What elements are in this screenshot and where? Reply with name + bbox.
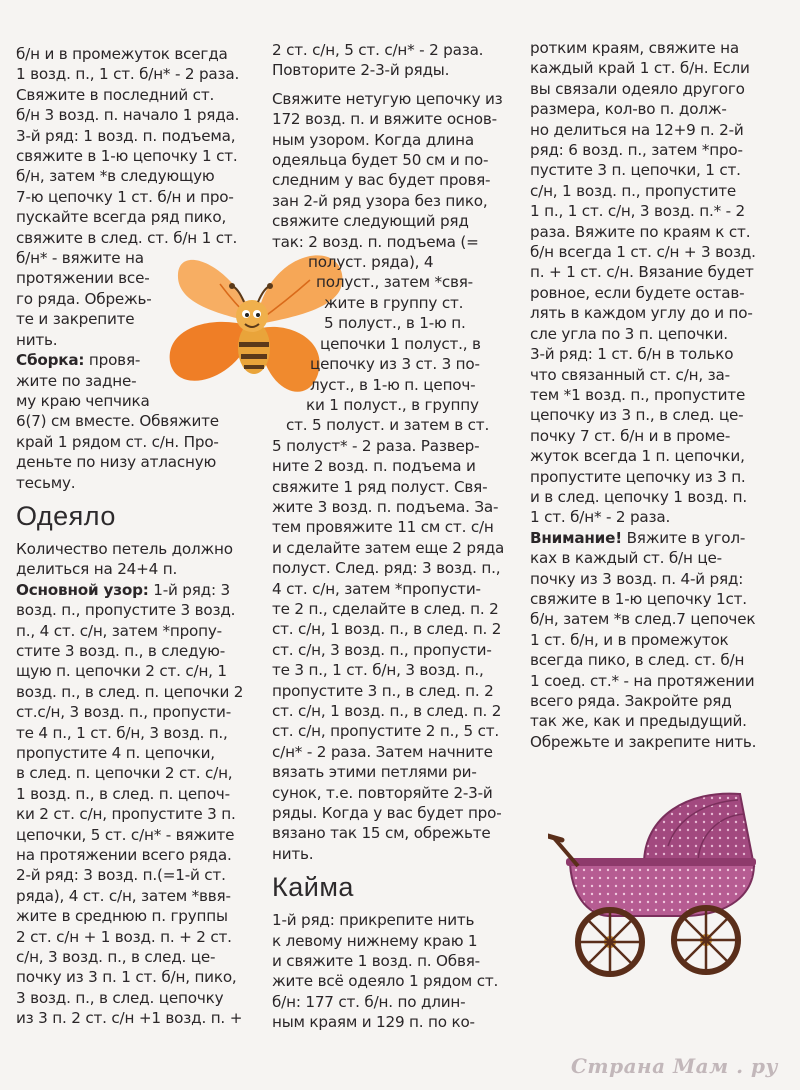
text-line: пропустите 4 п. цепочки, (16, 744, 215, 762)
text-line: 1 п., 1 ст. с/н, 3 возд. п.* - 2 (530, 202, 746, 221)
text-line: б/н и в промежуток всегда (16, 45, 228, 63)
text-line: ните 2 возд. п. подъема и (272, 457, 476, 476)
text-line: каждый край 1 ст. б/н. Если (530, 59, 750, 78)
attention-paragraph (530, 528, 788, 548)
text-line: почку из 3 возд. п. 4-й ряд: (530, 569, 744, 588)
text-line: ст.с/н, 3 возд. п., пропусти- (16, 703, 231, 722)
text-line: всего ряда. Закройте ряд (530, 692, 732, 710)
text-line: ст. с/н, пропустите 2 п., 5 ст. (272, 722, 499, 741)
text-line: 1 возд. п., 1 ст. б/н* - 2 раза. (16, 65, 240, 84)
text-line: и сделайте затем еще 2 ряда (272, 538, 505, 557)
text-line: 172 возд. п. и вяжите основ- (272, 110, 497, 129)
text-line: вязано так 15 см, обрежьте (272, 824, 491, 843)
text-line: жуток всегда 1 п. цепочки, (530, 447, 745, 466)
text-line: 1 возд. п., в след. п. цепоч- (16, 784, 230, 803)
text-line: возд. п., в след. п. цепочки 2 (16, 682, 244, 701)
text-line: б/н 3 возд. п. начало 1 ряда. (16, 106, 240, 125)
text-line: вы связали одеяло другого (530, 79, 745, 98)
text-line: му краю чепчика (16, 391, 150, 410)
text-line: цепочки 1 полуст., в (320, 334, 481, 353)
text-line: 2 ст. с/н, 5 ст. с/н* - 2 раза. (272, 41, 484, 59)
text-line: Количество петель должно (16, 539, 233, 558)
text-line: что связанный ст. с/н, за- (530, 365, 730, 384)
text-line: полуст. ряда), 4 (308, 253, 434, 272)
text-line: жите по задне- (16, 371, 137, 390)
section-heading-blanket: Одеяло (16, 500, 116, 531)
text-line: ки 2 ст. с/н, пропустите 3 п. (16, 805, 236, 824)
text-line: и в след. цепочку 1 возд. п. (530, 487, 748, 506)
text-line: свяжите в след. ст. б/н 1 ст. (16, 228, 238, 247)
text-line: пропустите цепочку из 3 п. (530, 467, 746, 486)
text-line: 2-й ряд: 3 возд. п.(=1-й ст. (16, 866, 226, 885)
text-line: полуст., затем *свя- (316, 273, 473, 292)
text-line: 3-й ряд: 1 ст. б/н в только (530, 345, 734, 364)
text-line: те 2 п., сделайте в след. п. 2 (272, 599, 499, 618)
text-run: провя- (84, 351, 141, 370)
text-line: Повторите 2-3-й ряды. (272, 61, 450, 80)
pattern-paragraph (16, 580, 268, 600)
text-line: цепочки, 5 ст. с/н* - вяжите (16, 825, 235, 844)
text-line: свяжите в 1-ю цепочку 1ст. (530, 589, 747, 608)
text-line: вязать этими петлями ри- (272, 763, 477, 782)
text-line: почку из 3 п. 1 ст. б/н, пико, (16, 968, 237, 987)
stroller-handle (548, 836, 578, 866)
text-line: ки 1 полуст., в группу (306, 395, 479, 414)
text-line: почку 7 ст. б/н и в проме- (530, 426, 731, 445)
pattern-label: Основной узор: (16, 580, 149, 599)
text-line: цепочку из 3 п., в след. це- (530, 406, 744, 425)
text-run: 1-й ряд: 3 (148, 580, 230, 599)
stroller-hood (644, 794, 754, 866)
text-line: б/н, затем *в следующую (16, 167, 215, 186)
text-line: 5 полуст* - 2 раза. Развер- (272, 436, 480, 455)
text-line: из 3 п. 2 ст. с/н +1 возд. п. + (16, 1009, 243, 1028)
column-3 (530, 38, 788, 752)
text-line: те 4 п., 1 ст. б/н, 3 возд. п., (16, 723, 228, 742)
text-line: тем провяжите 11 см ст. с/н (272, 518, 494, 537)
text-line: нить. (16, 330, 58, 349)
section-heading-border: Кайма (272, 872, 354, 903)
text-line: раза. Вяжите по краям к ст. (530, 222, 751, 241)
stroller-body (566, 858, 756, 916)
text-line: делиться на 24+4 п. (16, 560, 178, 579)
text-line: ным узором. Когда длина (272, 130, 475, 149)
text-line: ст. с/н, 1 возд. п., в след. п. 2 (272, 702, 502, 720)
text-line: 5 полуст., в 1-ю п. (324, 314, 466, 333)
text-line: жите в группу ст. (324, 293, 464, 312)
baby-stroller-illustration (548, 786, 758, 978)
text-line: так же, как и предыдущий. (530, 712, 747, 731)
text-line: лять в каждом углу до и по- (530, 304, 753, 323)
text-line: свяжите в 1-ю цепочку 1 ст. (16, 147, 238, 166)
text-line: те 3 п., 1 ст. б/н, 3 возд. п., (272, 661, 484, 680)
text-line: пустите 3 п. цепочки, 1 ст. (530, 161, 741, 180)
text-line: б/н, затем *в след.7 цепочек (530, 610, 756, 629)
text-run: Вяжите в угол- (621, 528, 746, 547)
text-line: 4 ст. с/н, затем *пропусти- (272, 579, 481, 598)
text-line: к левому нижнему краю 1 (272, 931, 478, 950)
stroller-wheel-left (578, 910, 642, 974)
text-line: тем *1 возд. п., пропустите (530, 385, 746, 404)
text-line: ряды. Когда у вас будет про- (272, 804, 502, 823)
text-line: б/н всегда 1 ст. с/н + 3 возд. (530, 243, 756, 262)
text-line: жите 3 возд. п. подъема. За- (272, 497, 499, 516)
column-1 (16, 44, 268, 1029)
text-line: 7-ю цепочку 1 ст. б/н и про- (16, 187, 234, 206)
text-line: протяжении все- (16, 269, 150, 288)
text-line: луст., в 1-ю п. цепоч- (310, 375, 476, 394)
text-line: следним у вас будет провя- (272, 171, 491, 190)
text-line: с/н, 1 возд. п., пропустите (530, 181, 737, 200)
text-line: б/н: 177 ст. б/н. по длин- (272, 992, 466, 1011)
text-line: ст. 5 полуст. и затем в ст. (286, 416, 490, 435)
text-line: цепочку из 3 ст. 3 по- (310, 355, 480, 374)
column-2 (272, 40, 508, 1033)
site-watermark: Страна Мам . ру (571, 1054, 778, 1078)
text-line: б/н* - вяжите на (16, 249, 144, 268)
text-line: 1 ст. б/н* - 2 раза. (530, 508, 671, 527)
text-line: с/н* - 2 раза. Затем начните (272, 742, 493, 761)
text-line: возд. п., пропустите 3 возд. (16, 601, 236, 620)
text-line: ст. с/н, 3 возд. п., пропусти- (272, 640, 492, 659)
text-line: 2 ст. с/н + 1 возд. п. + 2 ст. (16, 927, 232, 946)
text-line: в след. п. цепочки 2 ст. с/н, (16, 764, 233, 783)
text-line: деньте по низу атласную (16, 453, 217, 472)
text-line: 3-й ряд: 1 возд. п. подъема, (16, 126, 236, 145)
text-line: с/н, 3 возд. п., в след. це- (16, 948, 216, 967)
text-line: 1-й ряд: прикрепите нить (272, 911, 475, 930)
text-line: пускайте всегда ряд пико, (16, 208, 227, 227)
text-line: ротким краям, свяжите на (530, 39, 739, 57)
text-line: ровное, если будете остав- (530, 283, 745, 302)
text-line: Свяжите в последний ст. (16, 85, 215, 104)
text-line: всегда пико, в след. ст. б/н (530, 651, 745, 670)
text-line: ках в каждый ст. б/н це- (530, 549, 722, 568)
text-line: п., 4 ст. с/н, затем *пропу- (16, 621, 222, 640)
text-line: те и закрепите (16, 310, 135, 329)
attention-label: Внимание! (530, 528, 622, 547)
text-line: тесьму. (16, 473, 76, 492)
text-line: полуст. След. ряд: 3 возд. п., (272, 559, 501, 578)
text-line: п. + 1 ст. с/н. Вязание будет (530, 263, 754, 282)
text-line: и свяжите 1 возд. п. Обвя- (272, 952, 480, 971)
text-line: Обрежьте и закрепите нить. (530, 732, 757, 751)
text-line: жите всё одеяло 1 рядом ст. (272, 972, 499, 991)
stroller-wheel-right (674, 908, 738, 972)
text-line: го ряда. Обрежь- (16, 289, 152, 308)
text-line: ряда), 4 ст. с/н, затем *ввя- (16, 886, 231, 905)
text-line: стите 3 возд. п., в следую- (16, 641, 225, 660)
text-line: пропустите 3 п., в след. п. 2 (272, 681, 494, 700)
text-line: 1 соед. ст.* - на протяжении (530, 671, 755, 690)
text-line: одеяльца будет 50 см и по- (272, 151, 489, 170)
text-line: сунок, т.е. повторяйте 2-3-й (272, 783, 493, 802)
assembly-label: Сборка: (16, 351, 85, 370)
text-line: ряд: 6 возд. п., затем *про- (530, 141, 743, 160)
text-line: Свяжите нетугую цепочку из (272, 89, 503, 108)
text-line: свяжите следующий ряд (272, 212, 469, 231)
text-line: 6(7) см вместе. Обвяжите (16, 412, 219, 431)
text-line: ным краям и 129 п. по ко- (272, 1013, 475, 1032)
text-line: 1 ст. б/н, и в промежуток (530, 630, 729, 649)
text-line: щую п. цепочки 2 ст. с/н, 1 (16, 662, 227, 681)
text-line: свяжите 1 ряд полуст. Свя- (272, 477, 488, 496)
text-line: сле угла по 3 п. цепочки. (530, 324, 728, 343)
text-line: ст. с/н, 1 возд. п., в след. п. 2 (272, 620, 502, 639)
text-line: 3 возд. п., в след. цепочку (16, 988, 224, 1007)
text-line: зан 2-й ряд узора без пико, (272, 191, 488, 210)
text-line: на протяжении всего ряда. (16, 846, 232, 865)
text-line: жите в среднюю п. группы (16, 907, 228, 926)
text-line: но делиться на 12+9 п. 2-й (530, 120, 744, 139)
text-line: размера, кол-во п. долж- (530, 100, 727, 119)
text-line: нить. (272, 844, 314, 863)
text-line: так: 2 возд. п. подъема (= (272, 232, 479, 251)
text-line: край 1 рядом ст. с/н. Про- (16, 432, 219, 451)
